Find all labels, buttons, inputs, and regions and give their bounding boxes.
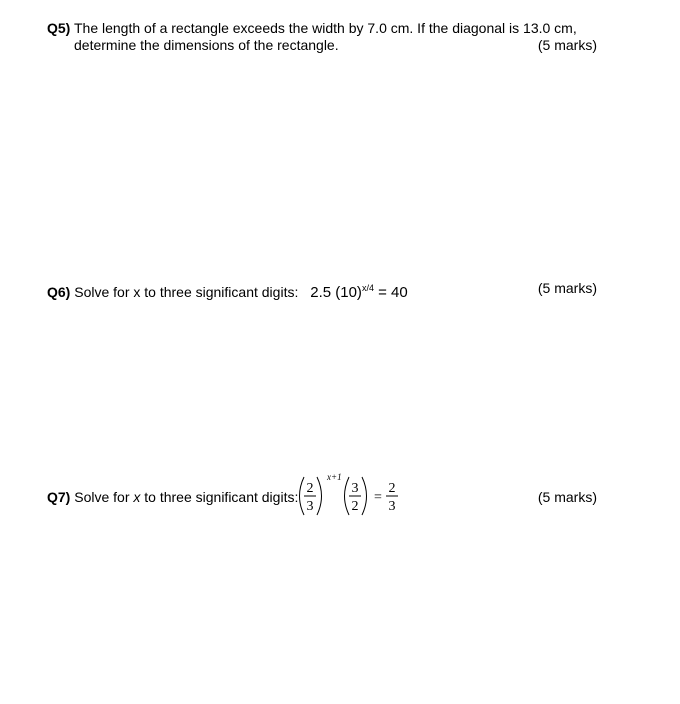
question-6-marks: (5 marks) [537,280,597,296]
frac2-denominator: 2 [351,499,359,514]
question-5-text-line-1: The length of a rectangle exceeds the width by 7.0 cm. If the diagonal is 13.0 cm, [73,20,577,36]
question-5-marks: (5 marks) [537,37,597,53]
question-7-text-after: to three significant digits: [140,489,299,505]
question-5-line-2 [47,37,597,54]
question-6-equation-exponent: x/4 [361,283,374,293]
question-6-equation-rhs: = 40 [378,284,408,301]
question-6-text: Solve for x to three significant digits: [74,284,299,300]
frac1-numerator: 2 [306,481,314,496]
question-7-marks: (5 marks) [537,489,597,505]
question-6-equation-base: 2.5 (10) [310,284,362,301]
question-5-text-line-2: determine the dimensions of the rectangle. [74,37,339,53]
frac1-denominator: 3 [306,499,314,514]
question-5 [47,20,597,54]
left-paren-1 [300,477,305,515]
question-6-number: Q6) [47,284,71,300]
rhs-denominator: 3 [388,499,396,514]
question-7-variable: x [133,489,141,505]
question-7-text-before: Solve for [74,489,134,505]
question-6-equation [310,284,408,301]
left-paren-2 [345,477,350,515]
right-paren-2 [362,477,367,515]
question-5-number: Q5) [47,20,71,36]
question-5-line-1 [47,20,597,37]
rhs-numerator: 2 [388,481,396,496]
right-paren-1 [317,477,322,515]
question-7-number: Q7) [47,489,71,505]
frac2-numerator: 3 [351,481,359,496]
question-6 [47,280,597,301]
formula-exponent: x+1 [327,472,342,482]
question-7-formula [294,471,414,521]
formula-equals: = [374,490,382,505]
question-7-stem [47,489,298,506]
